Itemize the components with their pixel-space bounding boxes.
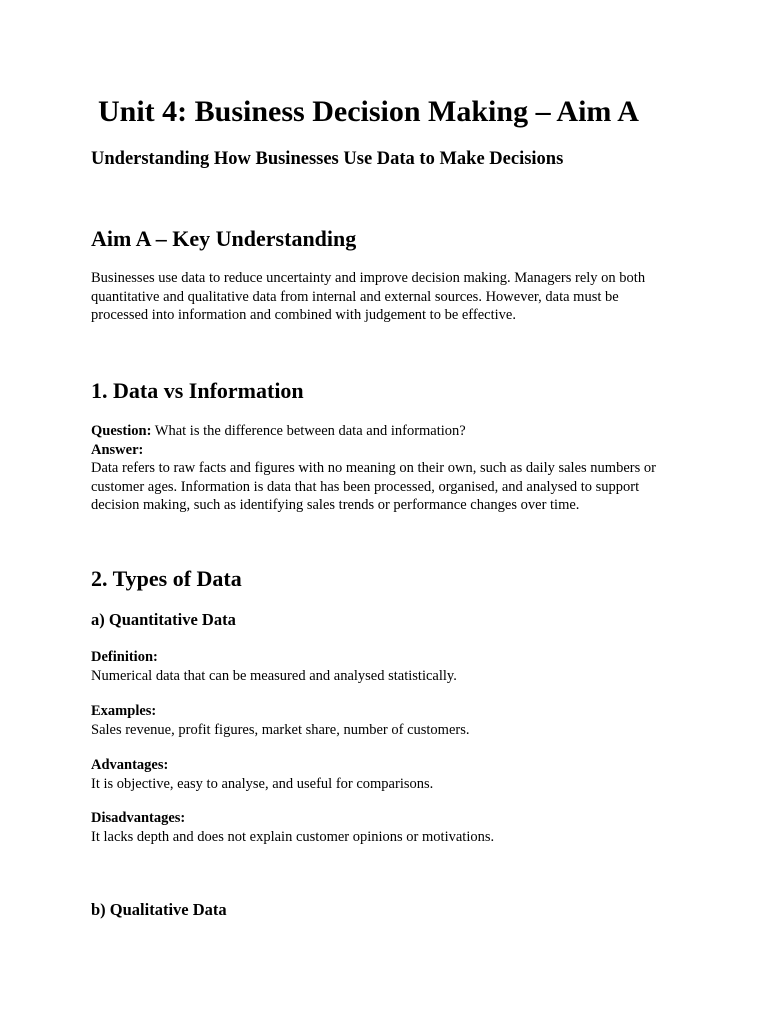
definition-label: Definition: [91,649,158,665]
definition-block [91,648,457,685]
answer-label: Answer: [91,441,144,458]
section-1-heading: 1. Data vs Information [91,378,304,403]
aim-a-line: processed into information and combined with judgement to be effective. [91,307,516,323]
examples-block [91,702,470,739]
aim-a-heading: Aim A – Key Understanding [91,226,357,251]
answer-line: customer ages. Information is data that has been processed, organised, and analysed to support [91,478,640,495]
question-line [91,422,656,441]
disadvantages-text: It lacks depth and does not explain customer opinions or motivations. [91,828,495,845]
qualitative-heading: b) Qualitative Data [91,900,227,919]
aim-a-paragraph [91,269,645,325]
question-text: What is the difference between data and information? [151,423,466,439]
question-answer-block [91,422,656,515]
examples-text: Sales revenue, profit figures, market share, number of customers. [91,721,470,738]
disadvantages-label: Disadvantages: [91,810,186,826]
answer-line: Data refers to raw facts and figures with no meaning on their own, such as daily sales numbers or [91,460,656,476]
answer-line: decision making, such as identifying sales trends or performance changes over time. [91,497,580,513]
advantages-label: Advantages: [91,757,169,773]
examples-label: Examples: [91,703,157,719]
disadvantages-block [91,809,494,846]
document-subtitle: Understanding How Businesses Use Data to Make Decisions [91,149,564,169]
document-title: Unit 4: Business Decision Making – Aim A [98,95,639,128]
quantitative-heading: a) Quantitative Data [91,610,236,629]
definition-text: Numerical data that can be measured and analysed statistically. [91,667,457,684]
advantages-block [91,756,433,793]
question-label: Question: [91,423,152,439]
aim-a-line: Businesses use data to reduce uncertainty and improve decision making. Managers rely on both [91,270,646,286]
aim-a-line: quantitative and qualitative data from internal and external sources. However, data must be [91,288,619,305]
section-2-heading: 2. Types of Data [91,566,242,591]
advantages-text: It is objective, easy to analyse, and useful for comparisons. [91,775,434,792]
